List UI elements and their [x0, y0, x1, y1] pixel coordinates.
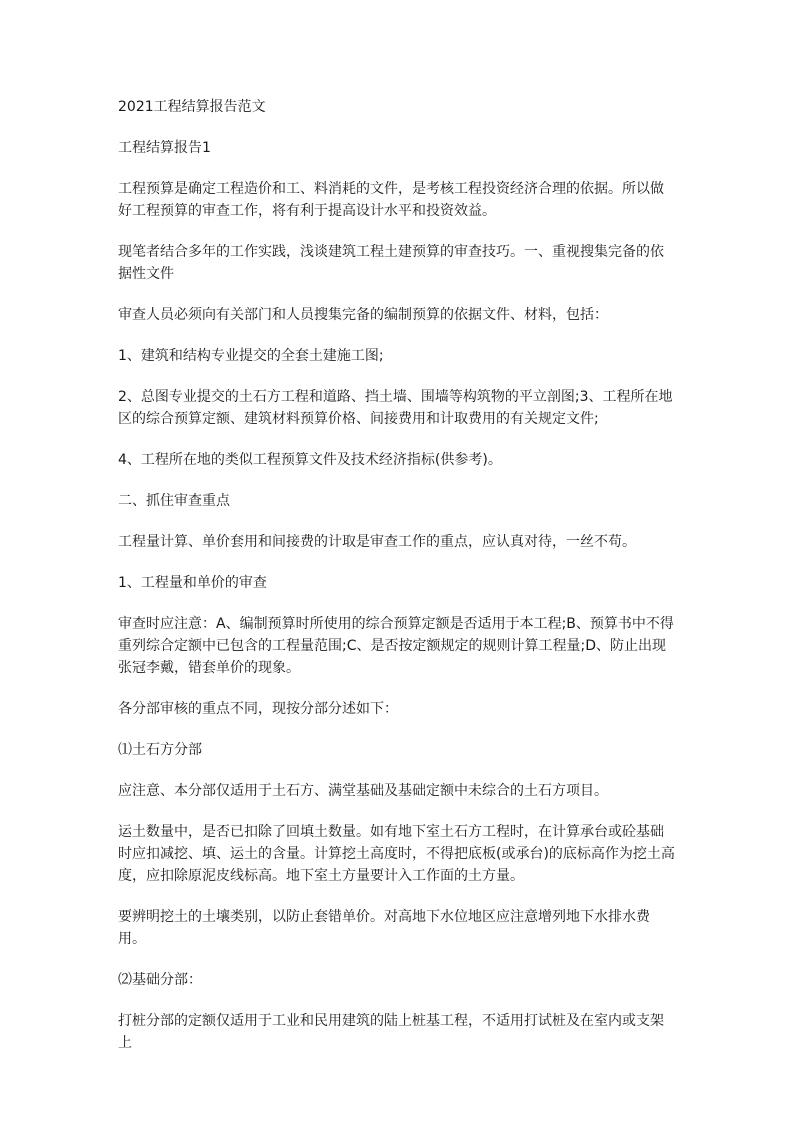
document-title: 2021工程结算报告范文 — [118, 99, 266, 115]
subsection-heading: ⑵基础分部： — [118, 972, 202, 988]
paragraph: 工程预算是确定工程造价和工、料消耗的文件，是考核工程投资经济合理的依据。所以做好工程预算的审查工作，将有利于提高设计水平和投资效益。 — [118, 181, 664, 219]
paragraph: 运土数量中，是否已扣除了回填土数量。如有地下室土石方工程时，在计算承台或砼基础时应扣减挖、填、运土的含量。计算挖土高度时，不得把底板(或承台)的底标高作为挖土高度，应扣除原泥皮线标高。地下室土方量要计入工作面的土方量。 — [118, 824, 675, 884]
paragraph: 打桩分部的定额仅适用于工业和民用建筑的陆上桩基工程，不适用打试桩及在室内或支架上 — [118, 1013, 664, 1051]
list-item: 4、工程所在地的类似工程预算文件及技术经济指标(供参考)。 — [118, 452, 502, 468]
paragraph: 现笔者结合多年的工作实践，浅谈建筑工程土建预算的审查技巧。一、重视搜集完备的依据性文件 — [118, 244, 664, 282]
paragraph: 应注意、本分部仅适用于土石方、满堂基础及基础定额中未综合的土石方项目。 — [118, 783, 608, 799]
paragraph: 审查人员必须向有关部门和人员搜集完备的编制预算的依据文件、材料，包括： — [118, 307, 608, 323]
list-item: 1、建筑和结构专业提交的全套土建施工图; — [118, 348, 384, 364]
section-heading: 工程结算报告1 — [118, 140, 211, 156]
subsection-heading: 1、工程量和单价的审查 — [118, 575, 267, 591]
paragraph: 要辨明挖土的土壤类别，以防止套错单价。对高地下水位地区应注意增列地下水排水费用。 — [118, 909, 650, 947]
paragraph: 审查时应注意：A、编制预算时所使用的综合预算定额是否适用于本工程;B、预算书中不得重列综合定额中已包含的工程量范围;C、是否按定额规定的规则计算工程量;D、防止出现张冠李戴，错套单价的现象。 — [118, 616, 674, 676]
subsection-heading: ⑴土石方分部 — [118, 742, 202, 758]
paragraph: 各分部审核的重点不同，现按分部分述如下： — [118, 701, 398, 717]
section-heading: 二、抓住审查重点 — [118, 493, 230, 509]
document-page — [118, 96, 676, 1073]
list-item: 2、总图专业提交的土石方工程和道路、挡土墙、围墙等构筑物的平立剖图;3、工程所在地区的综合预算定额、建筑材料预算价格、间接费用和计取费用的有关规定文件; — [118, 389, 673, 427]
paragraph: 工程量计算、单价套用和间接费的计取是审查工作的重点，应认真对待，一丝不苟。 — [118, 534, 636, 550]
